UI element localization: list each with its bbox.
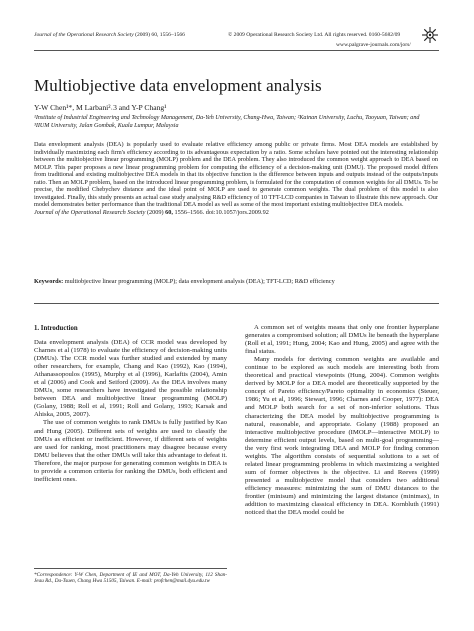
left-column [34, 339, 227, 484]
article-authors: Y-W Chen¹*, M Larbani²˒3 and Y-P Chang¹ [34, 103, 167, 112]
footnote-rule [34, 568, 227, 569]
section-heading-introduction: 1. Introduction [34, 325, 78, 332]
journal-website[interactable]: www.palgrave-journals.com/jors/ [336, 42, 411, 48]
ors-star-logo-icon [421, 26, 439, 44]
intro-paragraph-2: The use of common weights to rank DMUs is fully justified by Kao and Hung (2005). Different sets of weights are used to classify the DMUs as efficient or inefficient. However, if different sets of weights are used for ranking, most practitioners may disagree because every DMU believes that the other DMUs will take this advantage to defeat it. Therefore, the major purpose for generating common weights in DEA is to provide a common criteria for ranking the DMUs, both efficient and inefficient ones. [34, 419, 227, 483]
author-affiliations: ¹Institute of Industrial Engineering and Technology Management, Da-Yeh University, Chang-Hwa, Taiwan; ²Kainan University, Luchu, Taoyuan, Taiwan; and ³IIUM University, Jalan Gombak, Kuala Lumpur, Malaysia [34, 115, 420, 129]
header-rule [34, 50, 439, 51]
abstract-reference-year: (2009) [145, 208, 166, 216]
abstract-reference-doi[interactable]: 1556–1566. doi:10.1057/jors.2009.92 [172, 208, 269, 216]
article-title: Multiobjective data envelopment analysis [34, 76, 322, 95]
abstract-reference-journal: Journal of the Operational Research Society [34, 208, 146, 216]
abstract-rule [34, 303, 439, 304]
correspondence-footnote: *Correspondence: Y-W Chen, Department of IE and MOT, Da-Yeh University, 112 Shan-Jeau Rd., Da-Tsuen, Chang Hwa 51505, Taiwan. E-mail: profchen@mail.dyu.edu.tw [34, 572, 227, 585]
keywords [34, 278, 354, 286]
intro-paragraph-3: A common set of weights means that only one frontier hyperplane generates a compromised solution; all DMUs lie beneath the hyperplane (Roll et al, 1991; Hung, 2004; Kao and Hung, 2005) and agree with the final status. [245, 324, 439, 356]
journal-citation: (2009) 60, 1556–1566 [135, 32, 185, 38]
copyright-line: © 2009 Operational Research Society Ltd. All rights reserved. 0160-5682/09 [228, 32, 401, 38]
abstract-text: Data envelopment analysis (DEA) is popularly used to evaluate relative efficiency among public or private firms. Most DEA models are established by individually maximizing each firm's efficiency according to its advantageous expectation by a ratio. Some scholars have pointed out the interesting relationship between the multiobjective linear programming (MOLP) problem and the DEA problem. They also introduced the common weight approach to DEA based on MOLP. This paper proposes a new linear programming problem for computing the efficiency of a decision-making unit (DMU). The proposed model differs from traditional and existing multiobjective DEA models in that its objective function is the difference between inputs and outputs instead of the outputs/inputs ratio. Then an MOLP problem, based on the introduced linear programming problem, is formulated for the computation of common weights for all DMUs. To be precise, the modified Chebychev distance and the ideal point of MOLP are used to generate common weights. The dual problem of this model is also investigated. Finally, this study presents an actual case study analysing R&D efficiency of 10 TFT-LCD companies in Taiwan to illustrate this new approach. Our model demonstrates better performance than the traditional DEA model as well as some of the most important existing multiobjective DEA models. [34, 141, 438, 209]
abstract [34, 141, 438, 216]
intro-paragraph-4: Many models for deriving common weights are available and continue to be explored as such models are interesting both from theoretical and practical viewpoints (Hung, 2004). Common weights derived by MOLP for a DEA model are theoretically supported by the concept of Pareto efficiency/Pareto optimality in economics (Steuer, 1986; Yu et al, 1996; Stewart, 1996; Charnes and Cooper, 1977): DEA and MOLP both search for a set of non-inferior solutions. Thus characterizing the DEA model by multiobjective programming is natural, reasonable, and appropriate. Golany (1988) proposed an interactive multiobjective procedure (IMOLP—interactive MOLP) to determine efficient output levels, based on multi-goal programming—the very first work integrating DEA and MOLP for finding common weights. The algorithm consists of sequential solutions to a set of related linear programming problems in which maximizing a weighted sum of former objectives is the objective. Li and Reeves (1999) presented a multiobjective model that considers two additional efficiency measures: minimizing the sum of DMU distances to the frontier (minisum) and minimizing the largest distance (minimax), in addition to maximizing classical efficiency in DEA. Kornbluth (1991) noticed that the DEA model could be [245, 356, 439, 517]
running-header-left [34, 32, 185, 39]
abstract-reference-volume: 60, [165, 208, 173, 216]
right-column [245, 324, 439, 517]
keywords-label: Keywords: [34, 278, 64, 285]
keywords-text: multiobjective linear programming (MOLP); data envelopment analysis (DEA); TFT-LCD; R&D efficiency [63, 278, 335, 285]
journal-name: Journal of the Operational Research Society [34, 32, 134, 38]
intro-paragraph-1: Data envelopment analysis (DEA) of CCR model was developed by Charnes et al (1978) to evaluate the efficiency of decision-making units (DMUs). The CCR model was further studied and extended by many other researchers, for example, Chang and Kao (1992), Kao (1994), Athanassopoulos (1995), Murphy et al (1996), Karlaftis (2004), Amin et al (2006) and Cook and Seiford (2009). As the DEA involves many DMUs, some researchers have investigated the possible relationship between DEA and multiobjective linear programming (MOLP) (Golany, 1988; Roll et al, 1991; Roll and Golany, 1993; Karsak and Ahiska, 2005, 2007). [34, 339, 227, 419]
